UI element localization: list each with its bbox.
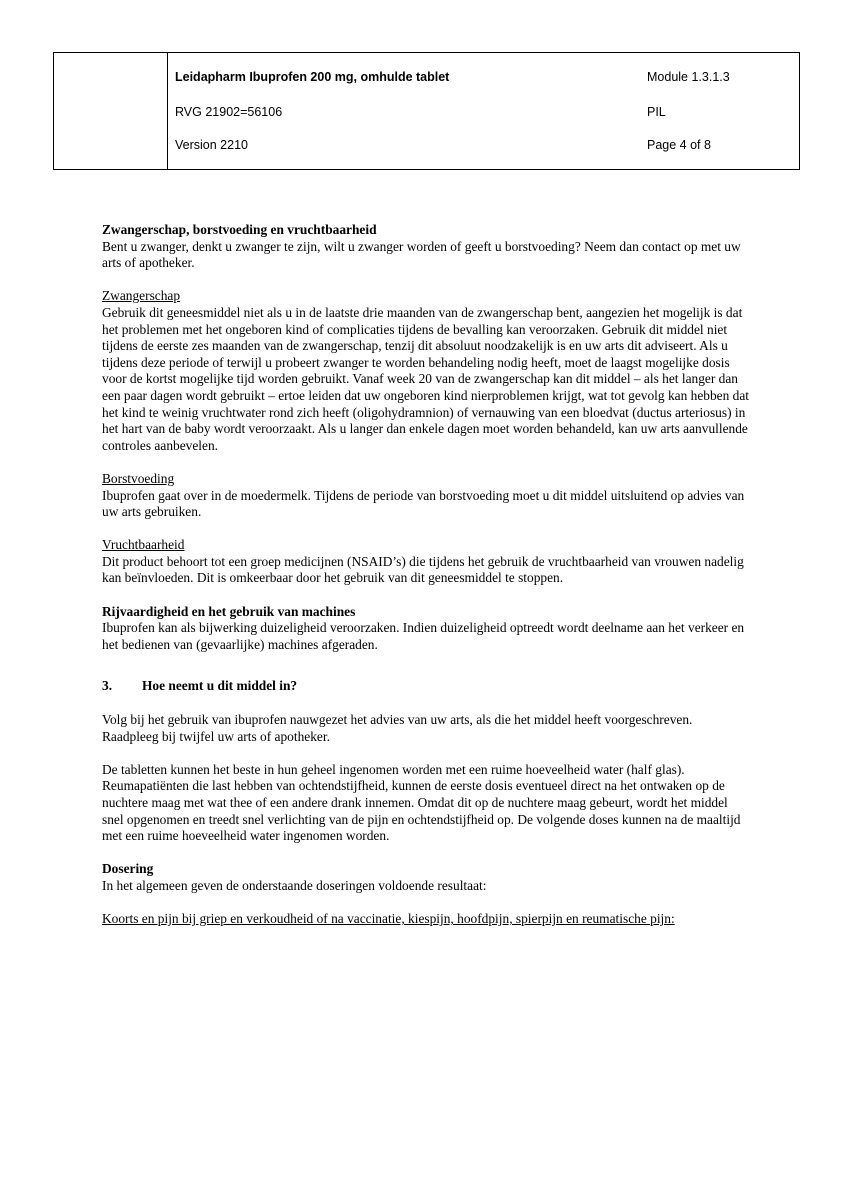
usage-text-1: Volg bij het gebruik van ibuprofen nauwgezet het advies van uw arts, als die het middel heeft voorgeschreven. Raadpleeg bij twijfel uw arts of apotheker. xyxy=(102,712,693,744)
section-3-heading xyxy=(102,678,752,695)
fertility-subheading: Vruchtbaarheid xyxy=(102,537,185,553)
pregnancy-intro: Bent u zwanger, denkt u zwanger te zijn, wilt u zwanger worden of geeft u borstvoeding? Neem dan contact op met uw arts of apotheker. xyxy=(102,238,741,271)
pregnancy-text: Gebruik dit geneesmiddel niet als u in de laatste drie maanden van de zwangerschap bent, aangezien het mogelijk is dat het problemen met het ongeboren kind of complicaties tijdens de bevalling kan veroorzaken. Gebruik dit middel niet tijdens de eerste zes maanden van de zwangerschap, tenzij dit absoluut noodzakelijk is en uw arts dit adviseert. Als u tijdens deze periode of terwijl u probeert zwanger te worden behandeling nodig heeft, moet de laagst mogelijke dosis voor de kortst mogelijke tijd worden gebruikt. Vanaf week 20 van de zwangerschap kan dit middel – als het langer dan een paar dagen wordt gebruikt – ertoe leiden dat uw ongeboren kind nierproblemen krijgt, wat tot gevolg kan hebben dat het kind te weinig vruchtwater rond zich heeft (oligohydramnion) of vernauwing van een bloedvat (ductus arteriosus) in het hart van de baby wordt veroorzaakt. Als u langer dan enkele dagen moet worden behandeld, kan uw arts aanvullende controles aanbevelen. xyxy=(102,304,750,453)
dosage-subheading: Koorts en pijn bij griep en verkoudheid of na vaccinatie, kiespijn, hoofdpijn, spierpijn en reumatische pijn: xyxy=(102,911,675,927)
dosage-heading: Dosering xyxy=(102,861,154,877)
document-body xyxy=(102,222,752,928)
dosage-text: In het algemeen geven de onderstaande doseringen voldoende resultaat: xyxy=(102,877,487,893)
product-name: Leidapharm Ibuprofen 200 mg, omhulde tablet xyxy=(175,70,450,84)
section-3-title: Hoe neemt u dit middel in? xyxy=(142,678,298,694)
document-type: PIL xyxy=(647,105,666,119)
version-label: Version 2210 xyxy=(175,138,248,152)
document-header xyxy=(53,52,800,170)
breastfeeding-text: Ibuprofen gaat over in de moedermelk. Tijdens de periode van borstvoeding moet u dit middel uitsluitend op advies van uw arts gebruiken. xyxy=(102,487,745,520)
driving-heading: Rijvaardigheid en het gebruik van machines xyxy=(102,603,356,619)
usage-text-2: De tabletten kunnen het beste in hun geheel ingenomen worden met een ruime hoeveelheid water (half glas). Reumapatiënten die last hebben van ochtendstijfheid, kunnen de eerste dosis eventueel direct na het ontwaken op de nuchtere maag met wat thee of een andere drank innemen. Omdat dit op de nuchtere maag gebeurt, wordt het middel snel opgenomen en treedt snel verlichting van de pijn en ochtendstijfheid op. De volgende doses kunnen na de maaltijd met een ruime hoeveelheid water ingenomen worden. xyxy=(102,761,741,844)
section-3-number: 3. xyxy=(102,678,113,694)
fertility-text: Dit product behoort tot een groep medicijnen (NSAID’s) die tijdens het gebruik de vruchtbaarheid van vrouwen nadelig kan beïnvloeden. Dit is omkeerbaar door het gebruik van dit geneesmiddel te stoppen. xyxy=(102,553,744,586)
module-label: Module 1.3.1.3 xyxy=(647,70,730,84)
pregnancy-heading: Zwangerschap, borstvoeding en vruchtbaarheid xyxy=(102,222,377,237)
page-number: Page 4 of 8 xyxy=(647,138,711,152)
pregnancy-subheading: Zwangerschap xyxy=(102,288,181,304)
rvg-number: RVG 21902=56106 xyxy=(175,105,283,119)
driving-text: Ibuprofen kan als bijwerking duizeligheid veroorzaken. Indien duizeligheid optreedt wordt deelname aan het verkeer en het bedienen van (gevaarlijke) machines afgeraden. xyxy=(102,620,745,652)
logo-cell xyxy=(54,53,168,169)
breastfeeding-subheading: Borstvoeding xyxy=(102,470,175,486)
